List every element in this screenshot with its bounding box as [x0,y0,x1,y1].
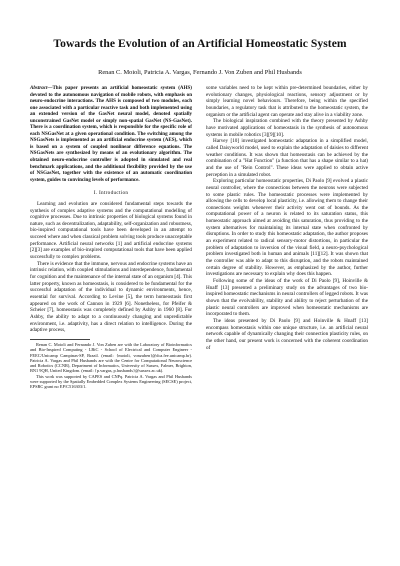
body-paragraph: some variables need to be kept within pre-determined boundaries, either by evolutionary changes, physiological reactions, sensory adjustment or by simply learning novel behaviours. Therefore, being within the specified boundaries, a regulatory task that is attributed to the homeostatic system, the organism or the artificial agent can operate and stay alive in a viability zone. [206,85,368,118]
body-paragraph: Harvey [10] investigated homeostatic adaptation in a simplified model, called Daisyworld model, used to explain the adaptation of daisies to different weather conditions. It was shown that homeostasis can be achieved by the combination of a "Hat Function" (a function that has a shape similar to a hat) and the use of "Rein Control". These ideas were applied to obtain active perception in a simulated robot. [206,138,368,178]
left-column [30,85,192,390]
footnote: Renan C. Moioli and Fernando J. Von Zuben are with the Laboratory of Bioinformatics and Bio-Inspired Computing - LBiC - School of Electrical and Computer Engineer - FEEC/Unicamp Campinas-SP, Brazil. (email: {moioli, vonzuben}@dca.fee.unicamp.br). Patricia A. Vargas and Phil Husbands are with the Centre for Computational Neuroscience and Robotics (CCNR), Department of Informatics, University of Sussex, Falmer, Brighton, BN1 9QH, United Kingdom. (email: {p.vargas, p.husbands}@sussex.ac.uk). [30,341,192,374]
abstract-label: Abstract [30,85,48,91]
body-paragraph: There is evidence that the immune, nervous and endocrine systems have an intrinsic relation, with coupled stimulations and interdependence, fundamental for cognition and the maintenance of the internal state of an organism [4]. This latter property, known as homeostasis, is considered to be fundamental for the successful adaptation of the individual to dynamic environments, hence, essential for survival. According to Levine [5], the term homeostasis first appeared on the work of Cannon in 1929 [6]. Nonetheless, for Pfeifer & Scheier [7], homeostasis was completely defined by Ashby in 1960 [8]. For Ashby, the ability to adapt to a continuously changing and unpredictable environment, i.e. adaptivity, has a direct relation to intelligence. During the adaptive process, [30,260,192,334]
body-paragraph: Learning and evolution are considered fundamental steps towards the synthesis of complex adaptive systems and the computational modelling of cognitive processes. Due to intrinsic properties of biological systems found in nature, such as decentralization, adaptability, self-organization and robustness, bio-inspired computational tools have been developed in an attempt to succeed where and when classical problem solving tools produce unacceptable performance. Artificial neural networks [1] and artificial endocrine systems [2][3] are examples of bio-inspired computational tools that have been applied successfully to complex problems. [30,200,193,261]
abstract [30,85,192,183]
body-paragraph: The biological inspiration combined with the theory presented by Ashby have motivated applications of homeostasis in the synthesis of autonomous systems in mobile robotics [3][9][10]. [206,118,368,138]
author-list: Renan C. Moioli, Patricia A. Vargas, Fernando J. Von Zuben and Phil Husbands [98,69,302,76]
footnote: This work was supported by CAPES and CNPq. Patricia A. Vargas and Phil Husbands were supported by the Spatially Embedded Complex Systems Engineering (SECSE) project, EPSRC grant no EP/C516303/1. [30,373,192,390]
body-paragraph: Following some of the ideas of the work of Di Paolo [9], Hoinville & Hnaff [13] presented a preliminary study on the advantages of two bio-inspired homeostatic mechanisms in neural controllers of legged robots. It was shown that the evolvability, stability and ability to reject perturbation of the plastic neural controllers are improved when homeostatic mechanisms are incorporated to them. [206,278,368,318]
footnotes [30,342,192,390]
abstract-text: —This paper presents an artificial homeostatic system (AHS) devoted to the autonomous navigation of mobile robots, with emphasis on neuro-endocrine interactions. The AHS is composed of two modules, each one associated with a particular reactive task and both implemented using an extended version of the GasNet neural model, denoted spatially unconstrained GasNet model or simply non-spatial GasNet (NS-GasNet). There is a coordination system, which is responsible for the specific role of each NSGasNet at a given operational condition. The switching among the NSGasNets is implemented as an artificial endocrine system (AES), which is based on a system of coupled nonlinear difference equations. The NSGasNets are synthesized by means of an evolutionary algorithm. The obtained neuro-endocrine controller is adopted in simulated and real benchmark applications, and the additional flexibility provided by the use of NSGasNet, together with the existence of an automatic coordination system, guides to convincing levels of performance. [30,85,192,183]
footnote-divider [30,339,90,340]
body-paragraph: The ideas presented by Di Paolo [9] and Hoinville & Hnaff [13] encompass homeostasis within one unique structure, i.e. an artificial neural network capable of dynamically changing their connection plasticity rules, on the other hand, our present work is concerned with the coherent coordination of [206,317,368,351]
paper-title: Towards the Evolution of an Artificial Homeostatic System [53,37,347,50]
section-heading: I. Introduction [93,190,129,197]
right-column [206,85,368,351]
body-paragraph: Exploring particular homeostatic properties, Di Paolo [9] evolved a plastic neural controller, where the connections between the neurons were subjected to some plastic rules. The homeostatic processes were implemented by allowing the cells to develop local plasticity, i.e. allowing them to change their connections weights whenever their activity went out of bounds. As the computational power of a neuron is related to its saturation status, this homeostatic approach aimed at avoiding this saturation, thus providing to the system alternatives for maintaining its internal state when confronted by disruptions. In order to study this homeostatic adaptation, the author proposes an experiment related to radical sensory-motor distortions, in particular the problem of adaptation to inversion of the visual field, a neuro-psychological problem investigated both in human and animals [11][12]. It was shown that the controller was able to adapt to this disruption, and the robots maintained certain degree of stability. However, as emphasized by the author, further investigations are necessary to explain why does this happen. [206,178,368,278]
